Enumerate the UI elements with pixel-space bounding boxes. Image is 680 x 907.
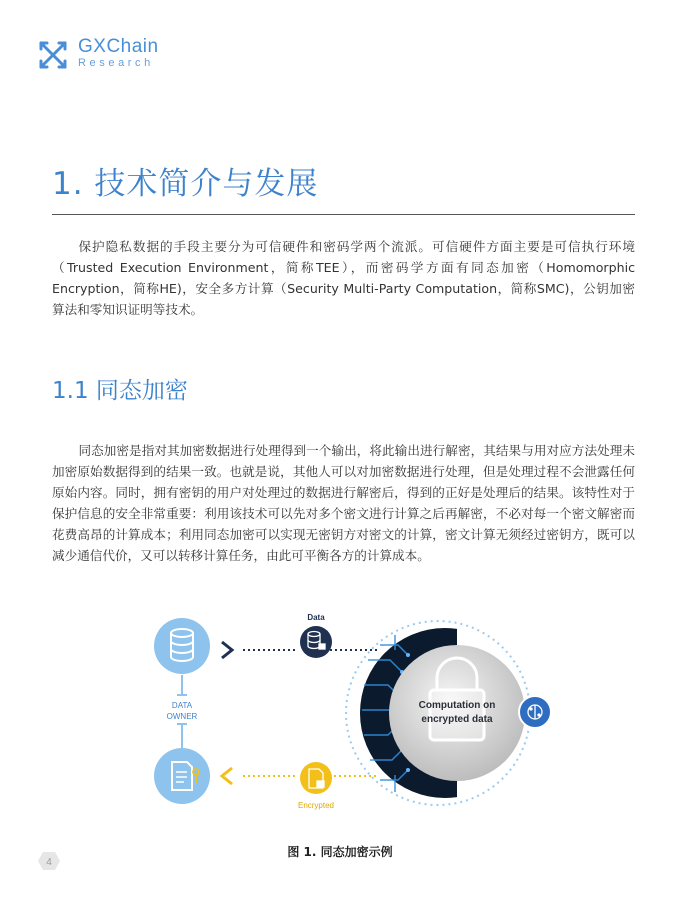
chevron-left-icon — [222, 768, 232, 784]
owner-document-node — [154, 748, 210, 804]
brand-subtitle: Research — [78, 57, 154, 69]
data-label: Data — [307, 613, 325, 622]
subsection-title: 1.1 同态加密 — [52, 378, 188, 404]
homomorphic-encryption-diagram — [140, 600, 560, 830]
owner-label-line1: DATA — [171, 701, 193, 710]
section-title: 1. 技术简介与发展 — [52, 166, 319, 202]
gxchain-logo-icon — [36, 38, 70, 72]
page-number-badge — [38, 852, 60, 870]
intro-paragraph: 保护隐私数据的手段主要分为可信硬件和密码学两个流派。可信硬件方面主要是可信执行环境（Trusted Execution Environment，简称TEE），而密码学方面有同态加密（Homomorphic Encryption，简称HE)，安全多方计算（Security Multi-Party Computation，简称SMC)，公钥加密算法和零知识证明等技术。 — [52, 239, 635, 317]
body-paragraph: 同态加密是指对其加密数据进行处理得到一个输出，将此输出进行解密，其结果与用对应方法处理未加密原始数据得到的结果一致。也就是说，其他人可以对加密数据进行处理，但是处理过程不会泄露任何原始内容。同时，拥有密钥的用户对处理过的数据进行解密后，得到的正好是处理后的结果。该特性对于保护信息的安全非常重要：利用该技术可以先对多个密文进行计算之后再解密，不必对每一个密文解密而花费高昂的计算成本；利用同态加密可以实现无密钥方对密文的计算，密文计算无须经过密钥方，既可以减少通信代价，又可以转移计算任务，由此可平衡各方的计算成本。 — [52, 443, 635, 563]
page-number: 4 — [46, 857, 52, 868]
section-divider — [52, 214, 635, 215]
brand — [78, 37, 159, 70]
encrypted-node — [300, 762, 332, 794]
chevron-right-icon — [222, 642, 232, 658]
compute-label-line1: Computation on — [418, 700, 496, 711]
brand-name: GXChain — [78, 36, 159, 57]
owner-label-line2: OWNER — [166, 712, 198, 721]
compute-label-line2: encrypted data — [421, 714, 493, 725]
figure-caption: 图 1. 同态加密示例 — [287, 845, 393, 859]
encrypted-label: Encrypted — [297, 801, 335, 810]
